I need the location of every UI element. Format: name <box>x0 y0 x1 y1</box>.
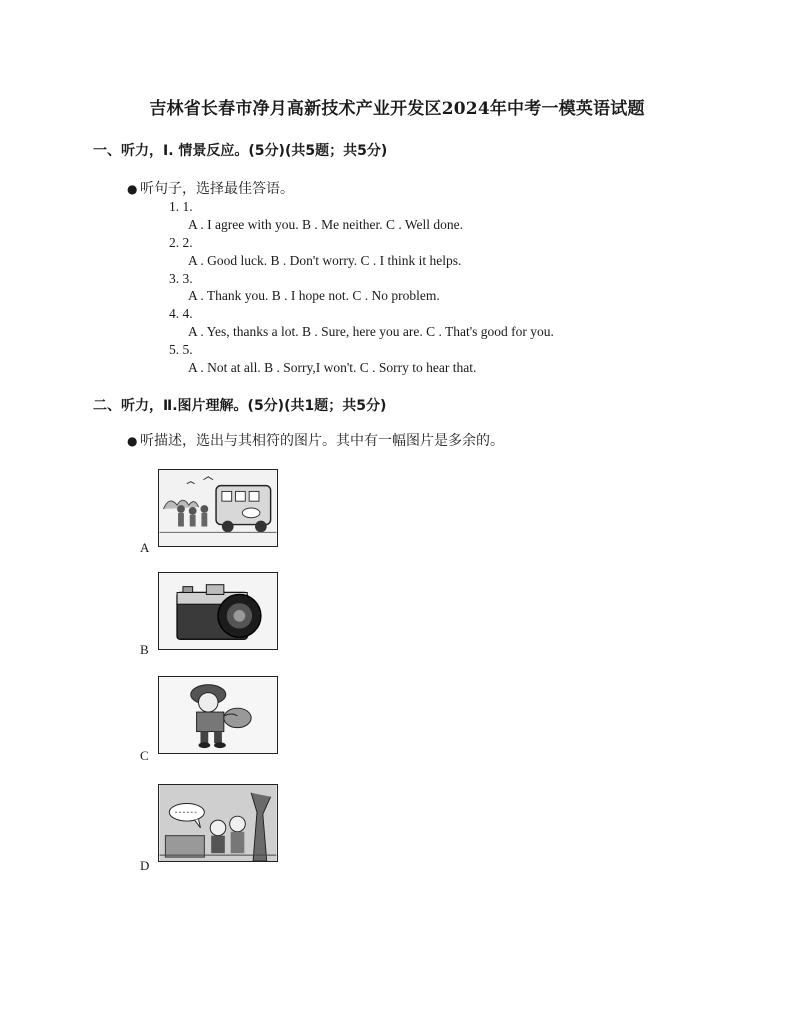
section-1-instruction-line <box>127 178 294 198</box>
section-2-heading: 二、听力，Ⅱ.图片理解。(5分)(共1题；共5分) <box>93 398 387 414</box>
page-title: 吉林省长春市净月高新技术产业开发区2024年中考一模英语试题 <box>149 99 645 119</box>
section-2-instruction-line <box>127 430 504 450</box>
question-4-number: 4. 4. <box>169 306 193 321</box>
section-2-instruction: 听描述，选出与其相符的图片。其中有一幅图片是多余的。 <box>140 433 504 449</box>
camera-image <box>159 573 277 649</box>
bullet-icon: ● <box>127 182 138 196</box>
picture-a-bus-scene[interactable] <box>158 469 278 547</box>
children-talking-image <box>159 785 277 861</box>
picture-b-camera[interactable] <box>158 572 278 650</box>
question-1-number: 1. 1. <box>169 199 193 214</box>
question-2-number: 2. 2. <box>169 235 193 250</box>
bullet-icon: ● <box>127 434 138 448</box>
picture-b-label: B <box>140 642 149 657</box>
question-3-number: 3. 3. <box>169 271 193 286</box>
picture-d-label: D <box>140 858 150 873</box>
section-1-instruction: 听句子，选择最佳答语。 <box>140 181 294 197</box>
section-1-heading: 一、听力，I. 情景反应。(5分)(共5题；共5分) <box>93 143 388 159</box>
question-5-number: 5. 5. <box>169 342 193 357</box>
question-5-options[interactable]: A . Not at all. B . Sorry,I won't. C . Sorry to hear that. <box>188 360 477 375</box>
boy-holding-image <box>159 677 277 753</box>
picture-c-label: C <box>140 748 149 763</box>
question-2-options[interactable]: A . Good luck. B . Don't worry. C . I think it helps. <box>188 253 462 268</box>
picture-c-boy[interactable] <box>158 676 278 754</box>
question-4-options[interactable]: A . Yes, thanks a lot. B . Sure, here you are. C . That's good for you. <box>188 324 554 339</box>
bus-scene-image <box>159 470 277 546</box>
question-1-options[interactable]: A . I agree with you. B . Me neither. C . Well done. <box>188 217 463 232</box>
picture-d-children[interactable] <box>158 784 278 862</box>
picture-a-label: A <box>140 540 150 555</box>
question-3-options[interactable]: A . Thank you. B . I hope not. C . No problem. <box>188 288 440 303</box>
